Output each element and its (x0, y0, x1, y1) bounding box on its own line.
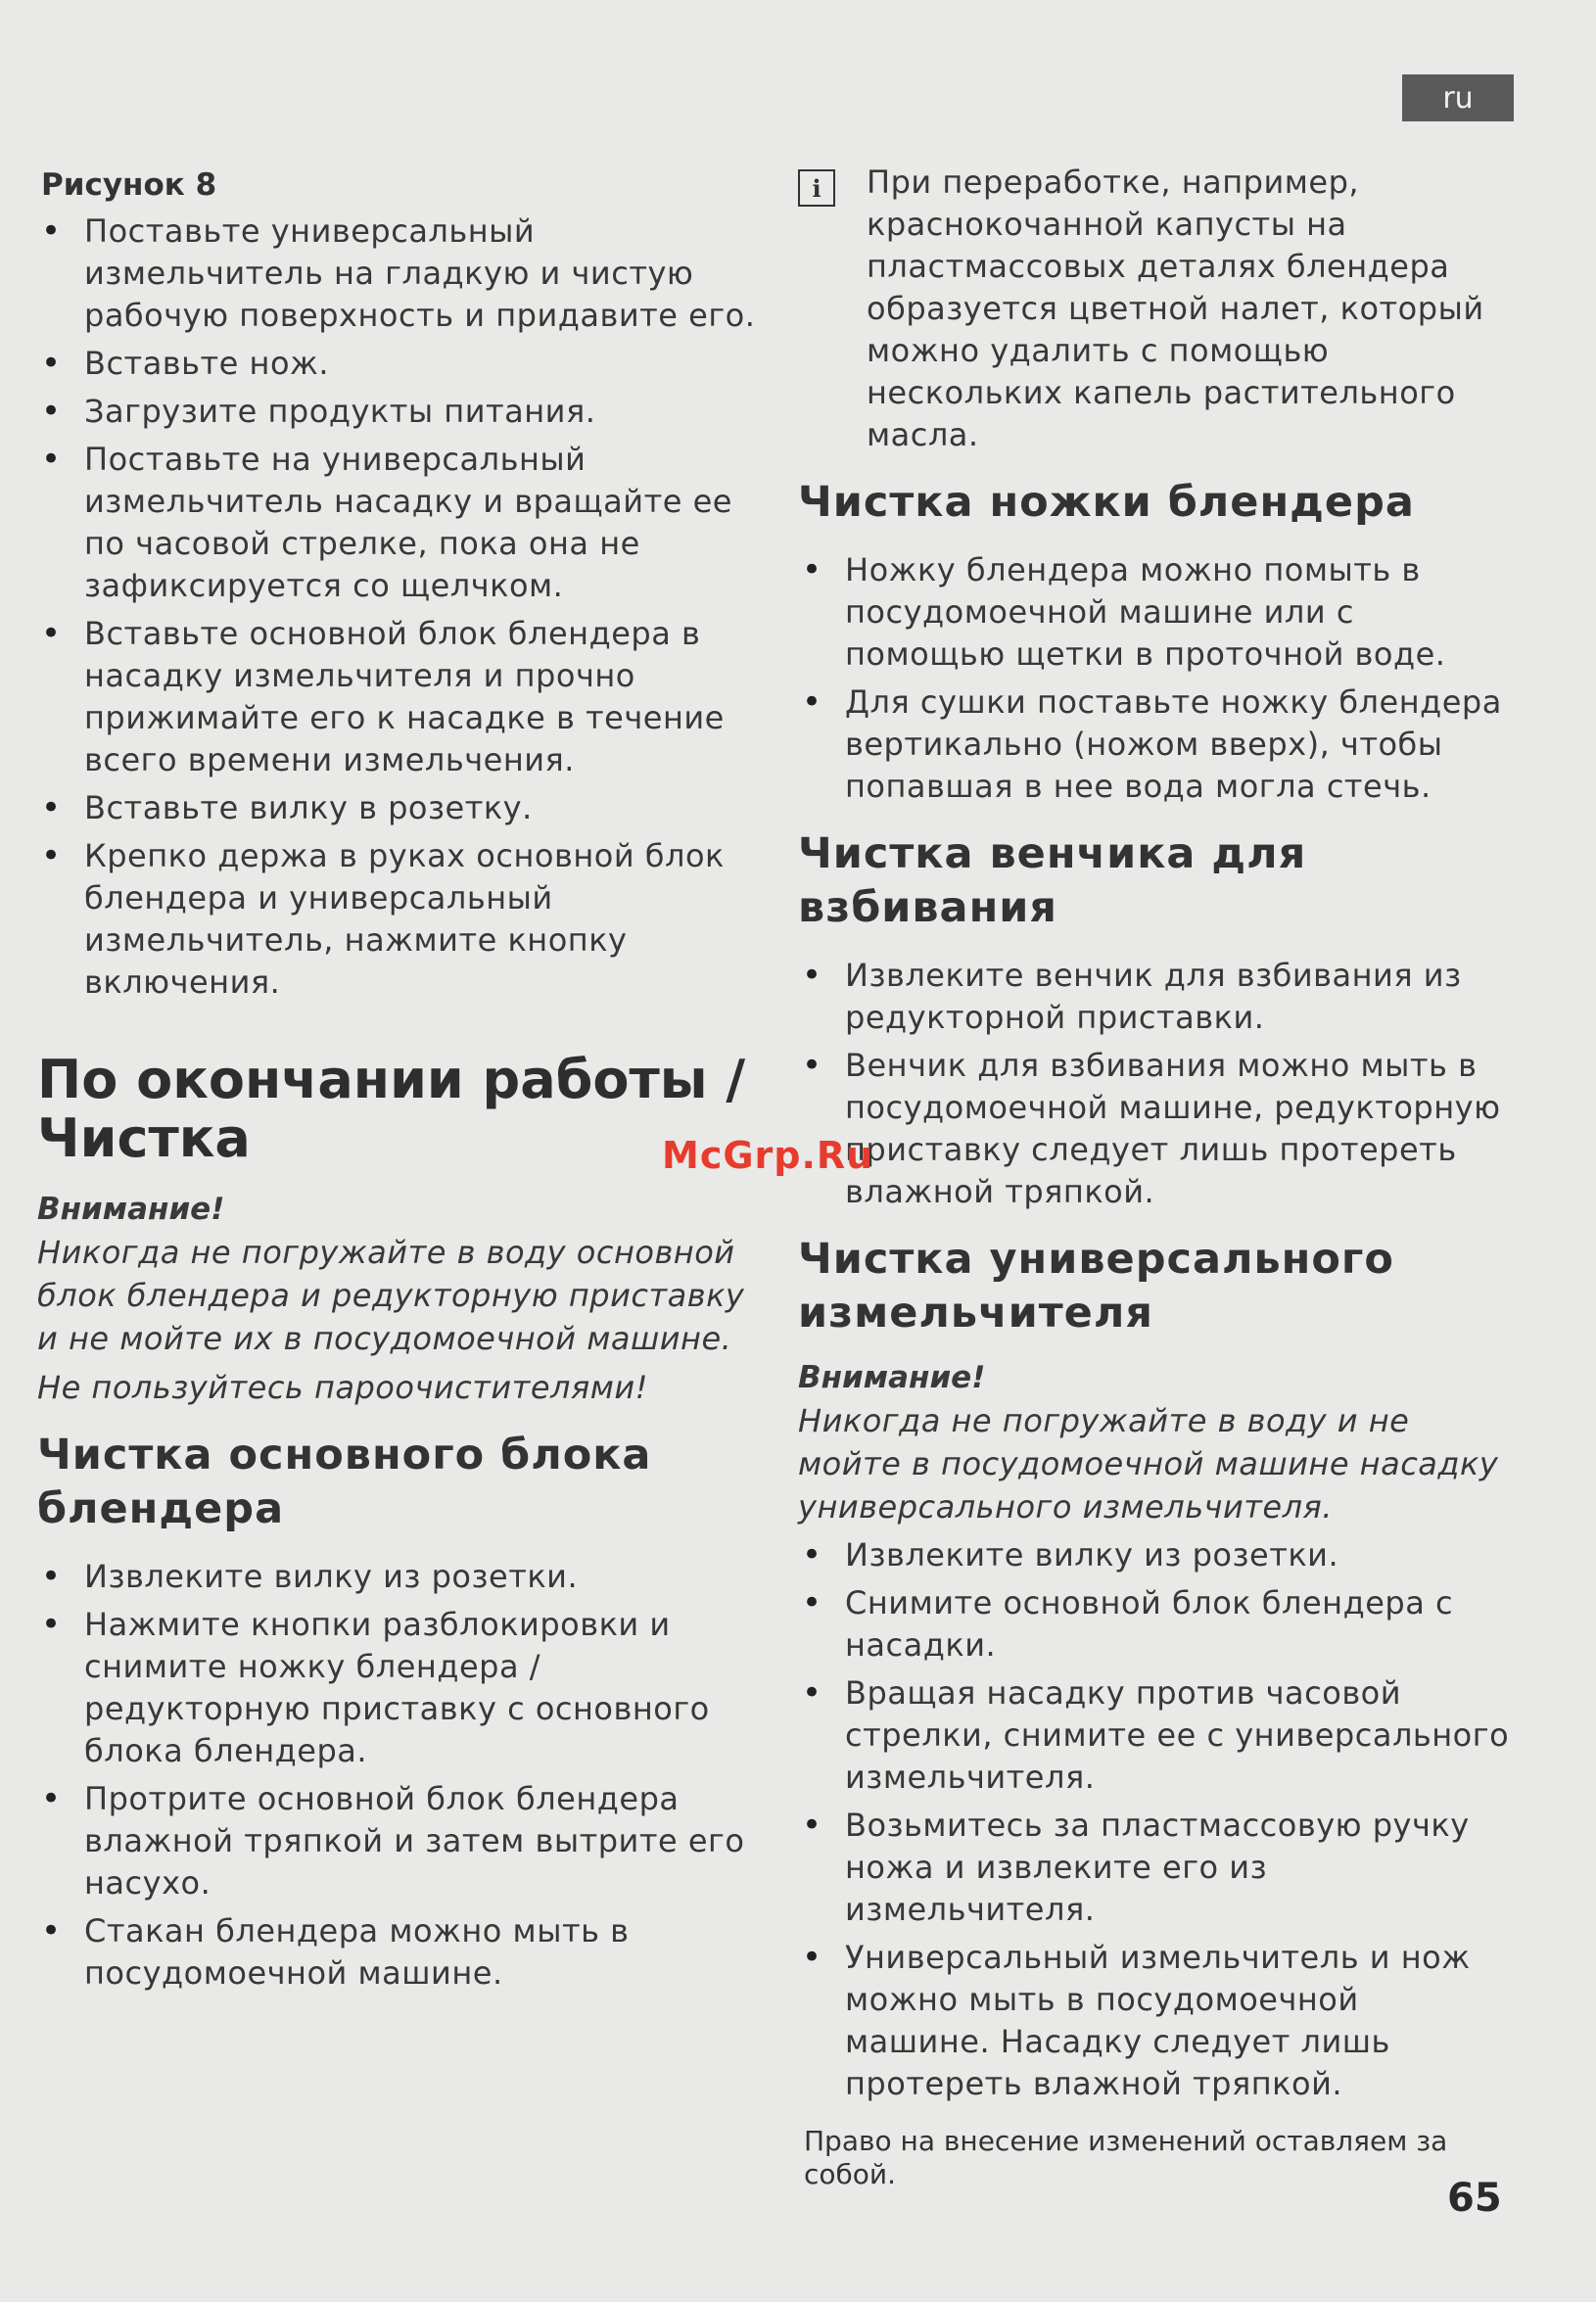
list-item: • Поставьте на универсальный измельчитель насадку и вращайте ее по часовой стрелке, пока она не зафиксируется со щелчком. (37, 439, 762, 607)
list-item: • Вставьте нож. (37, 343, 762, 385)
chopper-cleaning-list (798, 1534, 1513, 2105)
list-item: • Вставьте вилку в розетку. (37, 787, 762, 829)
right-column (798, 162, 1513, 2191)
attention-label: Внимание! (798, 1360, 986, 1395)
section-title: По окончании работы / Чистка (37, 1049, 746, 1169)
list-item: • Универсальный измельчитель и нож можно мыть в посудомоечной машине. Насадку следует лишь протереть влажной тряпкой. (798, 1937, 1513, 2105)
attention-label: Внимание! (37, 1192, 225, 1227)
list-item: • Извлеките вилку из розетки. (798, 1534, 1513, 1576)
list-item: • Нажмите кнопки разблокировки и снимите ножку блендера / редукторную приставку с основного блока блендера. (37, 1604, 762, 1772)
list-item: • Поставьте универсальный измельчитель на гладкую и чистую рабочую поверхность и придавите его. (37, 211, 762, 337)
attention-text: Никогда не погружайте в воду и не мойте в посудомоечной машине насадку универсального измельчителя. (798, 1402, 1499, 1526)
main-unit-cleaning-list (37, 1556, 762, 1995)
assembly-steps-list (37, 211, 762, 1004)
list-item: • Извлеките вилку из розетки. (37, 1556, 762, 1598)
list-item: • Извлеките венчик для взбивания из редукторной приставки. (798, 955, 1513, 1039)
attention-text: Никогда не погружайте в воду основной блок блендера и редукторную приставку и не мойте их в посудомоечной машине. (37, 1234, 745, 1357)
blender-foot-cleaning-title: Чистка ножки блендера (798, 478, 1415, 527)
info-note (798, 162, 1513, 456)
figure-label: Рисунок 8 (41, 167, 217, 203)
info-icon: i (798, 169, 835, 207)
list-item: • Ножку блендера можно помыть в посудомоечной машине или с помощью щетки в проточной воде. (798, 549, 1513, 676)
list-item: • Возьмитесь за пластмассовую ручку ножа и извлеките его из измельчителя. (798, 1805, 1513, 1931)
whisk-cleaning-list (798, 955, 1513, 1213)
list-item: • Стакан блендера можно мыть в посудомоечной машине. (37, 1910, 762, 1995)
language-badge: ru (1402, 74, 1514, 121)
watermark-logo: McGrp.Ru (662, 1134, 874, 1177)
list-item: • Вставьте основной блок блендера в насадку измельчителя и прочно прижимайте его к насадке в течение всего времени измельчения. (37, 613, 762, 781)
list-item: • Протрите основной блок блендера влажной тряпкой и затем вытрите его насухо. (37, 1778, 762, 1904)
list-item: • Загрузите продукты питания. (37, 391, 762, 433)
blender-foot-cleaning-list (798, 549, 1513, 808)
footnote: Право на внесение изменений оставляем за собой. (804, 2125, 1448, 2190)
attention-text-secondary: Не пользуйтесь пароочистителями! (37, 1369, 648, 1406)
page-number: 65 (1447, 2176, 1502, 2221)
list-item: • Снимите основной блок блендера с насадки. (798, 1582, 1513, 1667)
info-note-text: При переработке, например, краснокочанной капусты на пластмассовых деталях блендера образуется цветной налет, который можно удалить с помощью нескольких капель растительного масла. (867, 164, 1484, 453)
list-item: • Крепко держа в руках основной блок блендера и универсальный измельчитель, нажмите кнопку включения. (37, 835, 762, 1004)
main-unit-cleaning-title: Чистка основного блока блендера (37, 1431, 652, 1533)
list-item: • Для сушки поставьте ножку блендера вертикально (ножом вверх), чтобы попавшая в нее вода могла стечь. (798, 681, 1513, 808)
chopper-cleaning-title: Чистка универсального измельчителя (798, 1235, 1394, 1338)
list-item: • Венчик для взбивания можно мыть в посудомоечной машине, редукторную приставку следует лишь протереть влажной тряпкой. (798, 1045, 1513, 1213)
left-column (37, 162, 762, 2000)
whisk-cleaning-title: Чистка венчика для взбивания (798, 829, 1307, 932)
list-item: • Вращая насадку против часовой стрелки, снимите ее с универсального измельчителя. (798, 1672, 1513, 1799)
